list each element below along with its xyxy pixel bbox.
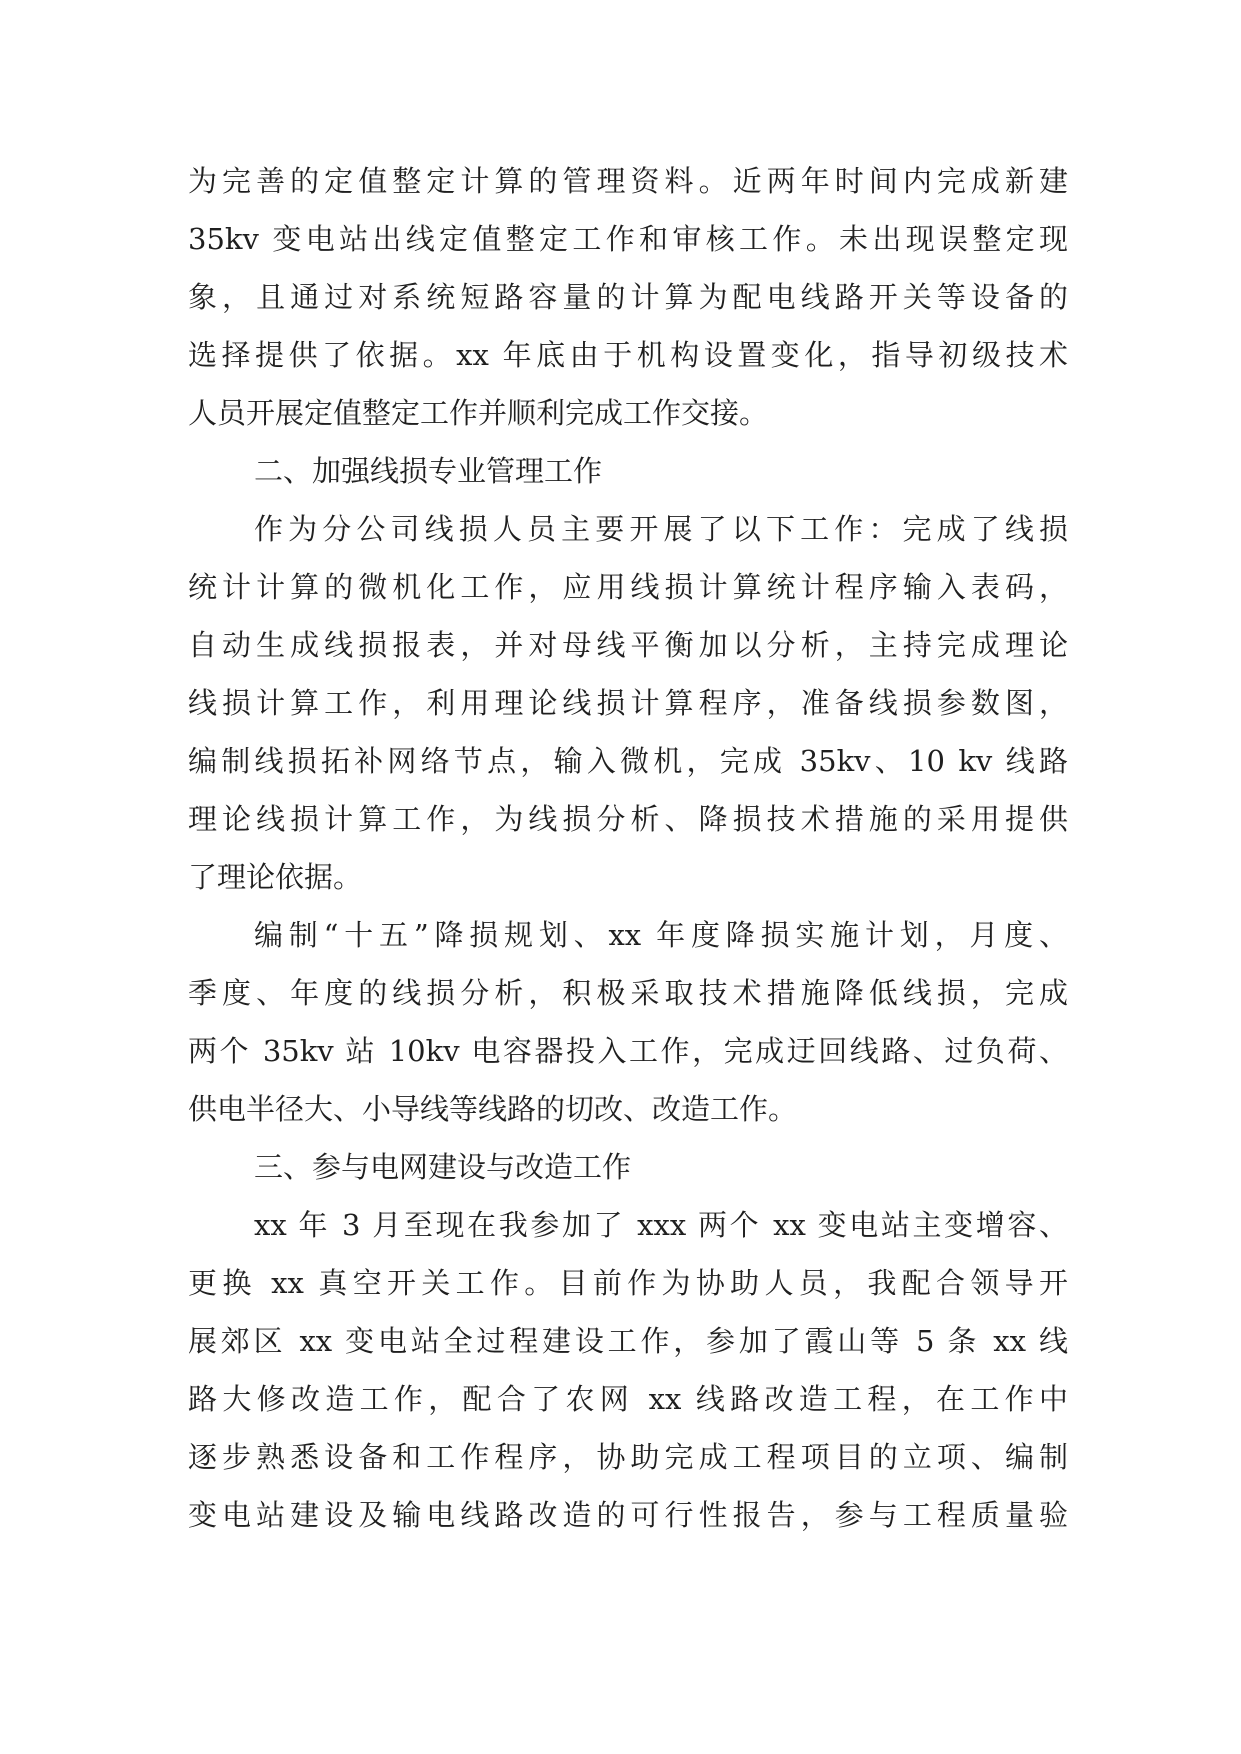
text-line: 展郊区 xx 变电站全过程建设工作，参加了霞山等 5 条 xx 线 (188, 1324, 1068, 1358)
text-line: 作为分公司线损人员主要开展了以下工作：完成了线损 (254, 512, 1068, 546)
section-heading: 三、参与电网建设与改造工作 (254, 1150, 632, 1184)
text-line: 编制线损拓补网络节点，输入微机，完成 35kv、10 kv 线路 (188, 744, 1068, 778)
text-line: 自动生成线损报表，并对母线平衡加以分析，主持完成理论 (188, 628, 1068, 662)
text-line: 逐步熟悉设备和工作程序，协助完成工程项目的立项、编制 (188, 1440, 1068, 1474)
text-line: 编制“十五”降损规划、xx 年度降损实施计划，月度、 (254, 918, 1068, 952)
text-line: 了理论依据。 (188, 860, 363, 894)
text-line: 季度、年度的线损分析，积极采取技术措施降低线损，完成 (188, 976, 1068, 1010)
text-line: 变电站建设及输电线路改造的可行性报告，参与工程质量验 (188, 1498, 1068, 1532)
text-line: 线损计算工作，利用理论线损计算程序，准备线损参数图， (188, 686, 1068, 720)
text-line: 统计计算的微机化工作，应用线损计算统计程序输入表码， (188, 570, 1068, 604)
body-text (188, 152, 1068, 1544)
text-line: 为完善的定值整定计算的管理资料。近两年时间内完成新建 (188, 164, 1068, 198)
text-line: 选择提供了依据。xx 年底由于机构设置变化，指导初级技术 (188, 338, 1068, 372)
text-line: 理论线损计算工作，为线损分析、降损技术措施的采用提供 (188, 802, 1068, 836)
text-line: 象，且通过对系统短路容量的计算为配电线路开关等设备的 (188, 280, 1068, 314)
text-line: 供电半径大、小导线等线路的切改、改造工作。 (188, 1092, 798, 1126)
text-line: 路大修改造工作，配合了农网 xx 线路改造工程，在工作中 (188, 1382, 1068, 1416)
text-line: 更换 xx 真空开关工作。目前作为协助人员，我配合领导开 (188, 1266, 1068, 1300)
text-line: 35kv 变电站出线定值整定工作和审核工作。未出现误整定现 (188, 222, 1068, 256)
section-heading: 二、加强线损专业管理工作 (254, 454, 603, 488)
text-line: xx 年 3 月至现在我参加了 xxx 两个 xx 变电站主变增容、 (254, 1208, 1068, 1242)
text-line: 人员开展定值整定工作并顺利完成工作交接。 (188, 396, 769, 430)
text-line: 两个 35kv 站 10kv 电容器投入工作，完成迂回线路、过负荷、 (188, 1034, 1068, 1068)
